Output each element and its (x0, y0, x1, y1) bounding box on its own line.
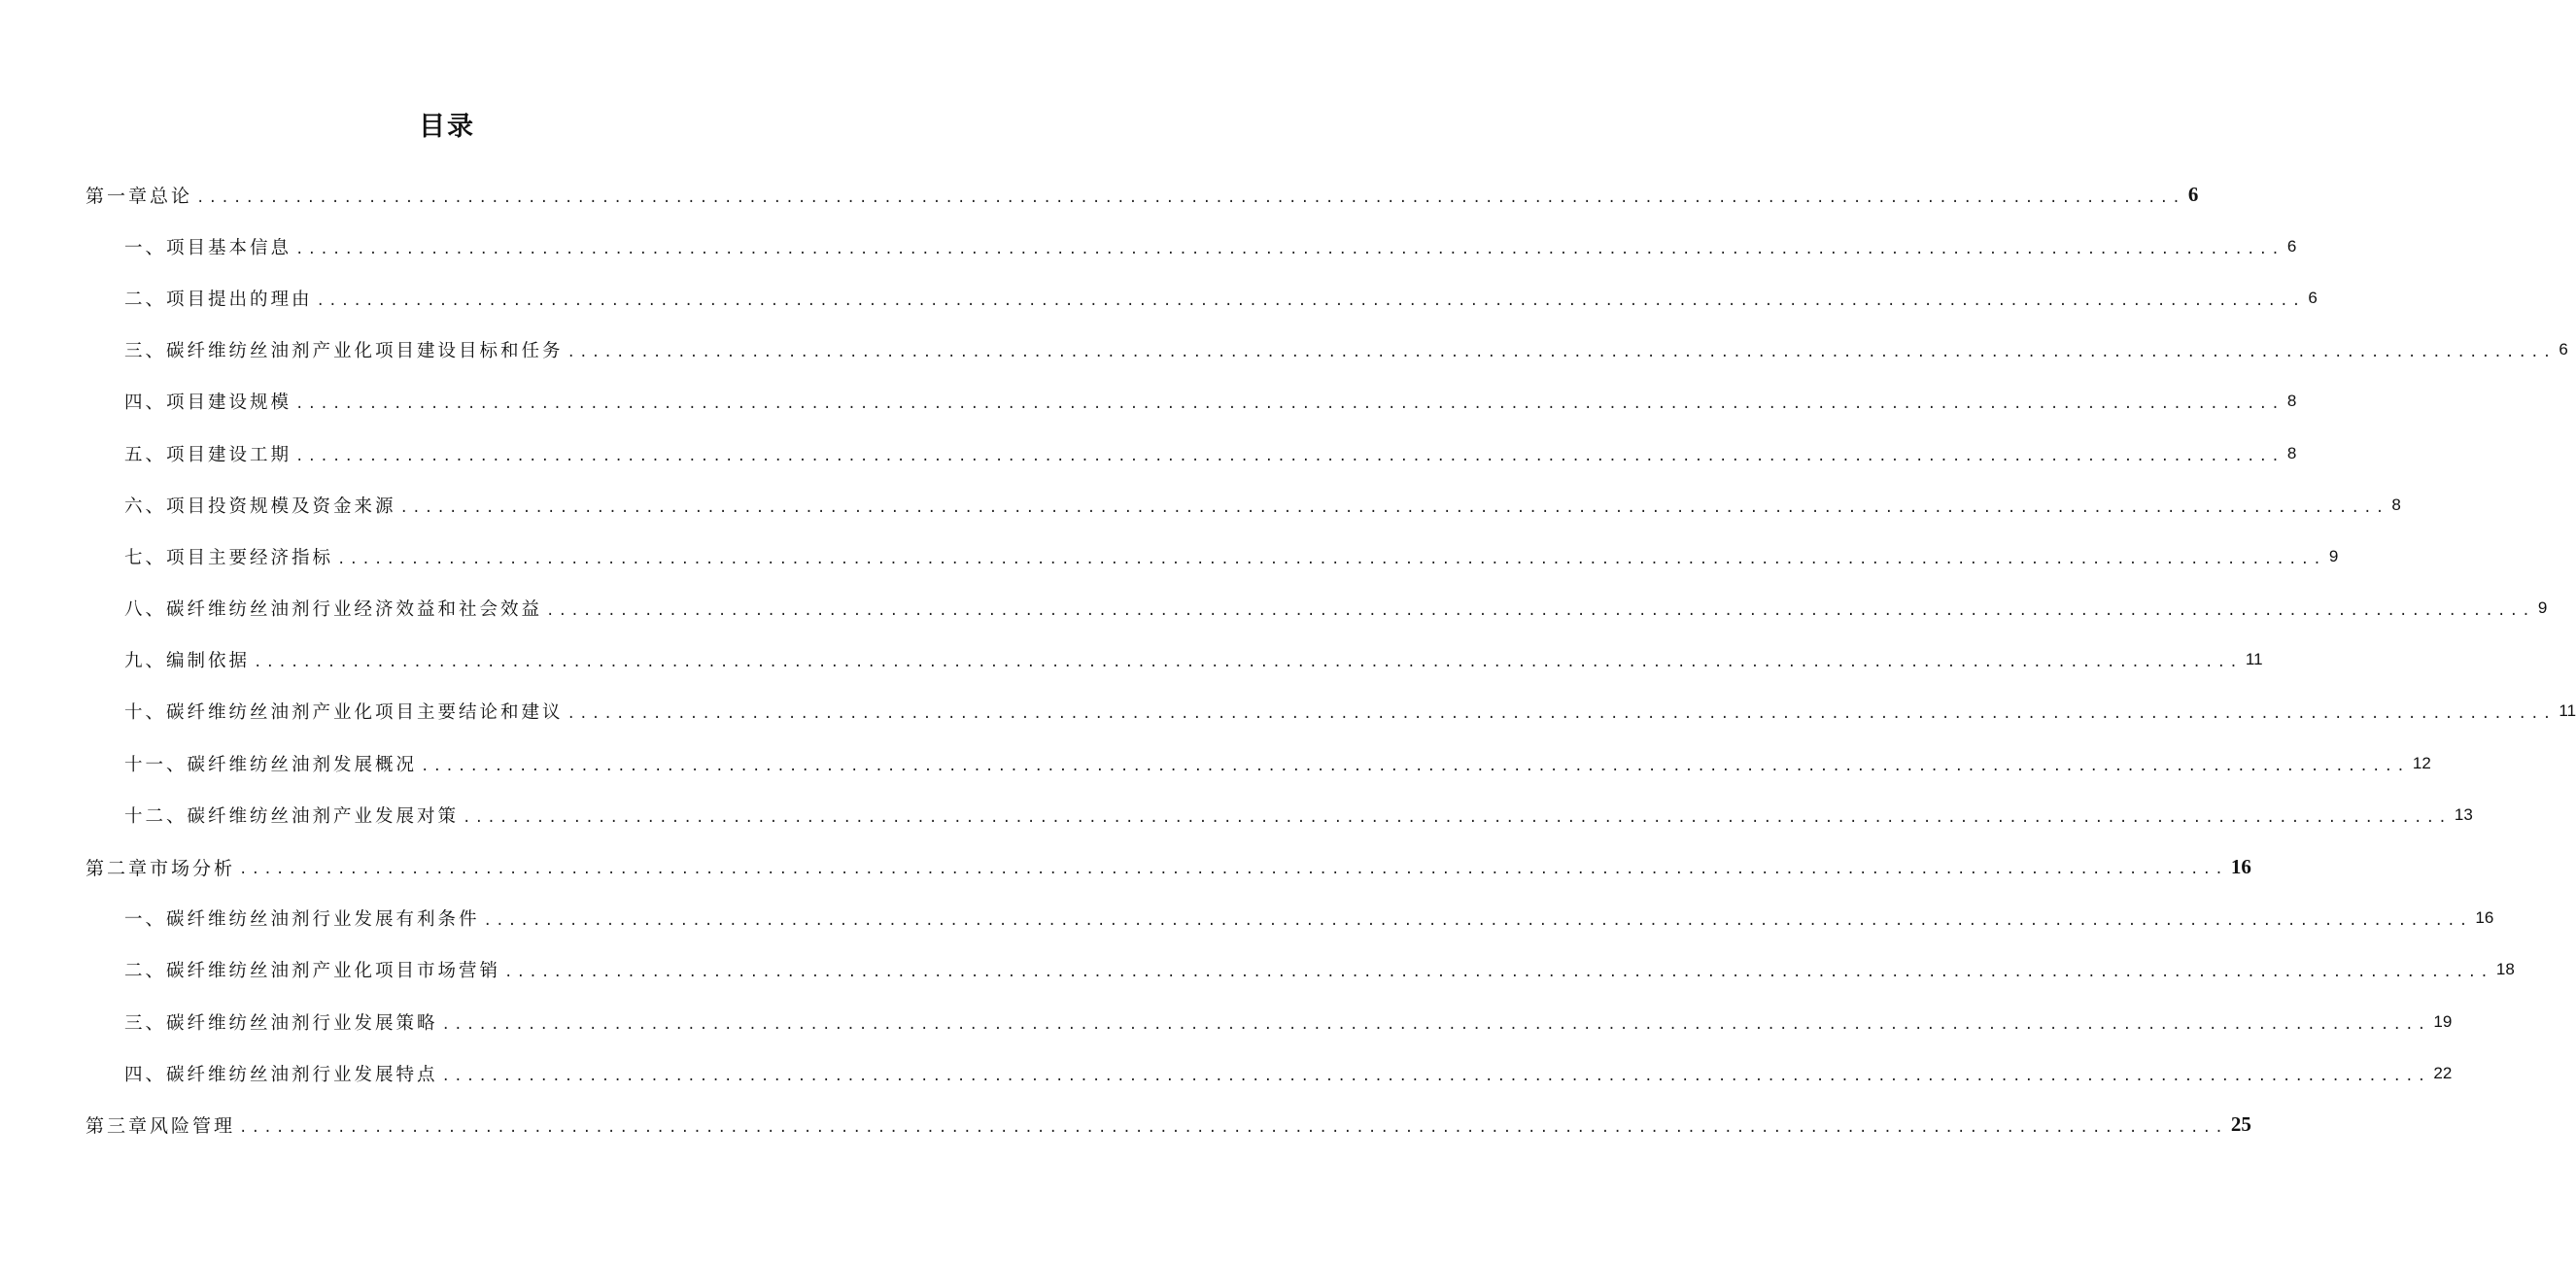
toc-leader-dots: .................................................................................................................................................................. (295, 396, 2284, 413)
toc-entry-section[interactable] (0, 893, 2494, 944)
toc-entry-label: 三、碳纤维纺丝油剂行业发展策略 (124, 1012, 438, 1034)
toc-entry-label: 第二章市场分析 (86, 857, 236, 879)
toc-leader-dots: .................................................................................................................................................................. (441, 1068, 2430, 1084)
toc-page-number: 18 (2495, 960, 2515, 979)
toc-entry-label: 三、碳纤维纺丝油剂产业化项目建设目标和任务 (124, 341, 564, 362)
toc-page-number: 6 (2559, 340, 2568, 359)
toc-entry-section[interactable] (0, 427, 2297, 479)
toc-entry-chapter-1[interactable] (0, 169, 2199, 221)
toc-page-number: 8 (2286, 392, 2297, 411)
toc-entry-label: 二、碳纤维纺丝油剂产业化项目市场营销 (124, 961, 501, 982)
toc-leader-dots: .................................................................................................................................................................. (316, 292, 2305, 309)
toc-entry-section[interactable] (0, 583, 2548, 634)
toc-entry-label: 十、碳纤维纺丝油剂产业化项目主要结论和建议 (124, 702, 564, 724)
toc-page-number: 12 (2412, 753, 2431, 772)
toc-page-number: 19 (2433, 1011, 2453, 1031)
toc-leader-dots: .................................................................................................................................................................. (483, 913, 2472, 930)
toc-entry-label: 五、项目建设工期 (124, 444, 292, 465)
toc-page-number: 13 (2454, 804, 2473, 824)
toc-page-number: 9 (2328, 546, 2339, 565)
toc-entry-section[interactable] (0, 686, 2576, 737)
toc-entry-label: 第三章风险管理 (86, 1115, 236, 1138)
toc-page-number: 22 (2433, 1063, 2453, 1082)
toc-leader-dots: .................................................................................................................................................................. (239, 1119, 2227, 1136)
toc-entry-section[interactable] (0, 944, 2515, 996)
toc-entry-label: 一、碳纤维纺丝油剂行业发展有利条件 (124, 909, 480, 931)
toc-entry-label: 八、碳纤维纺丝油剂行业经济效益和社会效益 (124, 599, 543, 621)
toc-leader-dots: .................................................................................................................................................................. (295, 448, 2284, 464)
toc-entry-section[interactable] (0, 530, 2339, 582)
page-title: 目录 (419, 112, 475, 142)
toc-page-number: 25 (2230, 1112, 2251, 1137)
toc-entry-label: 第一章总论 (86, 186, 193, 208)
toc-leader-dots: .................................................................................................................................................................. (399, 499, 2388, 516)
toc-page-number: 6 (2187, 183, 2199, 207)
toc-leader-dots: .................................................................................................................................................................. (254, 655, 2242, 671)
toc-leader-dots: .................................................................................................................................................................. (463, 809, 2451, 826)
toc-entry-section[interactable] (0, 737, 2431, 789)
toc-entry-section[interactable] (0, 789, 2473, 840)
toc-page-number: 6 (2308, 288, 2318, 307)
toc-entry-section[interactable] (0, 1047, 2453, 1099)
toc-leader-dots: .................................................................................................................................................................. (441, 1016, 2430, 1033)
toc-page-number: 9 (2537, 598, 2548, 618)
toc-entry-label: 四、项目建设规模 (124, 393, 292, 414)
toc-entry-chapter-2[interactable] (0, 840, 2251, 892)
toc-entry-label: 十二、碳纤维纺丝油剂产业发展对策 (124, 805, 460, 827)
toc-leader-dots: .................................................................................................................................................................. (421, 758, 2409, 774)
toc-entry-section[interactable] (0, 479, 2401, 530)
toc-entry-section[interactable] (0, 376, 2297, 427)
toc-entry-section[interactable] (0, 634, 2263, 686)
toc-page-number: 11 (2245, 650, 2263, 669)
toc-page-number: 6 (2286, 236, 2297, 256)
toc-leader-dots: .................................................................................................................................................................. (567, 345, 2556, 361)
toc-entry-label: 七、项目主要经济指标 (124, 547, 334, 568)
toc-page-number: 16 (2230, 854, 2251, 878)
toc-entry-chapter-3[interactable] (0, 1099, 2251, 1150)
toc-leader-dots: .................................................................................................................................................................. (567, 706, 2556, 723)
toc-page-number: 11 (2559, 701, 2576, 721)
toc-page-number: 16 (2475, 908, 2494, 928)
toc-leader-dots: .................................................................................................................................................................. (295, 241, 2284, 257)
toc-leader-dots: .................................................................................................................................................................. (196, 189, 2184, 206)
toc-entry-section[interactable] (0, 221, 2297, 272)
toc-entry-section[interactable] (0, 996, 2453, 1047)
toc-entry-section[interactable] (0, 272, 2318, 324)
toc-entry-label: 二、项目提出的理由 (124, 289, 313, 310)
toc-entry-label: 九、编制依据 (124, 651, 251, 672)
toc-page-number: 8 (2286, 443, 2297, 462)
toc-leader-dots: .................................................................................................................................................................. (337, 551, 2325, 567)
table-of-contents (0, 169, 2576, 1151)
toc-page-number: 8 (2391, 495, 2401, 514)
toc-leader-dots: .................................................................................................................................................................. (546, 603, 2534, 620)
toc-entry-section[interactable] (0, 325, 2568, 376)
toc-entry-label: 四、碳纤维纺丝油剂行业发展特点 (124, 1064, 438, 1085)
toc-entry-label: 一、项目基本信息 (124, 237, 292, 258)
toc-leader-dots: .................................................................................................................................................................. (239, 862, 2227, 878)
toc-leader-dots: .................................................................................................................................................................. (504, 965, 2492, 981)
toc-entry-label: 六、项目投资规模及资金来源 (124, 495, 396, 517)
toc-entry-label: 十一、碳纤维纺丝油剂发展概况 (124, 754, 418, 775)
